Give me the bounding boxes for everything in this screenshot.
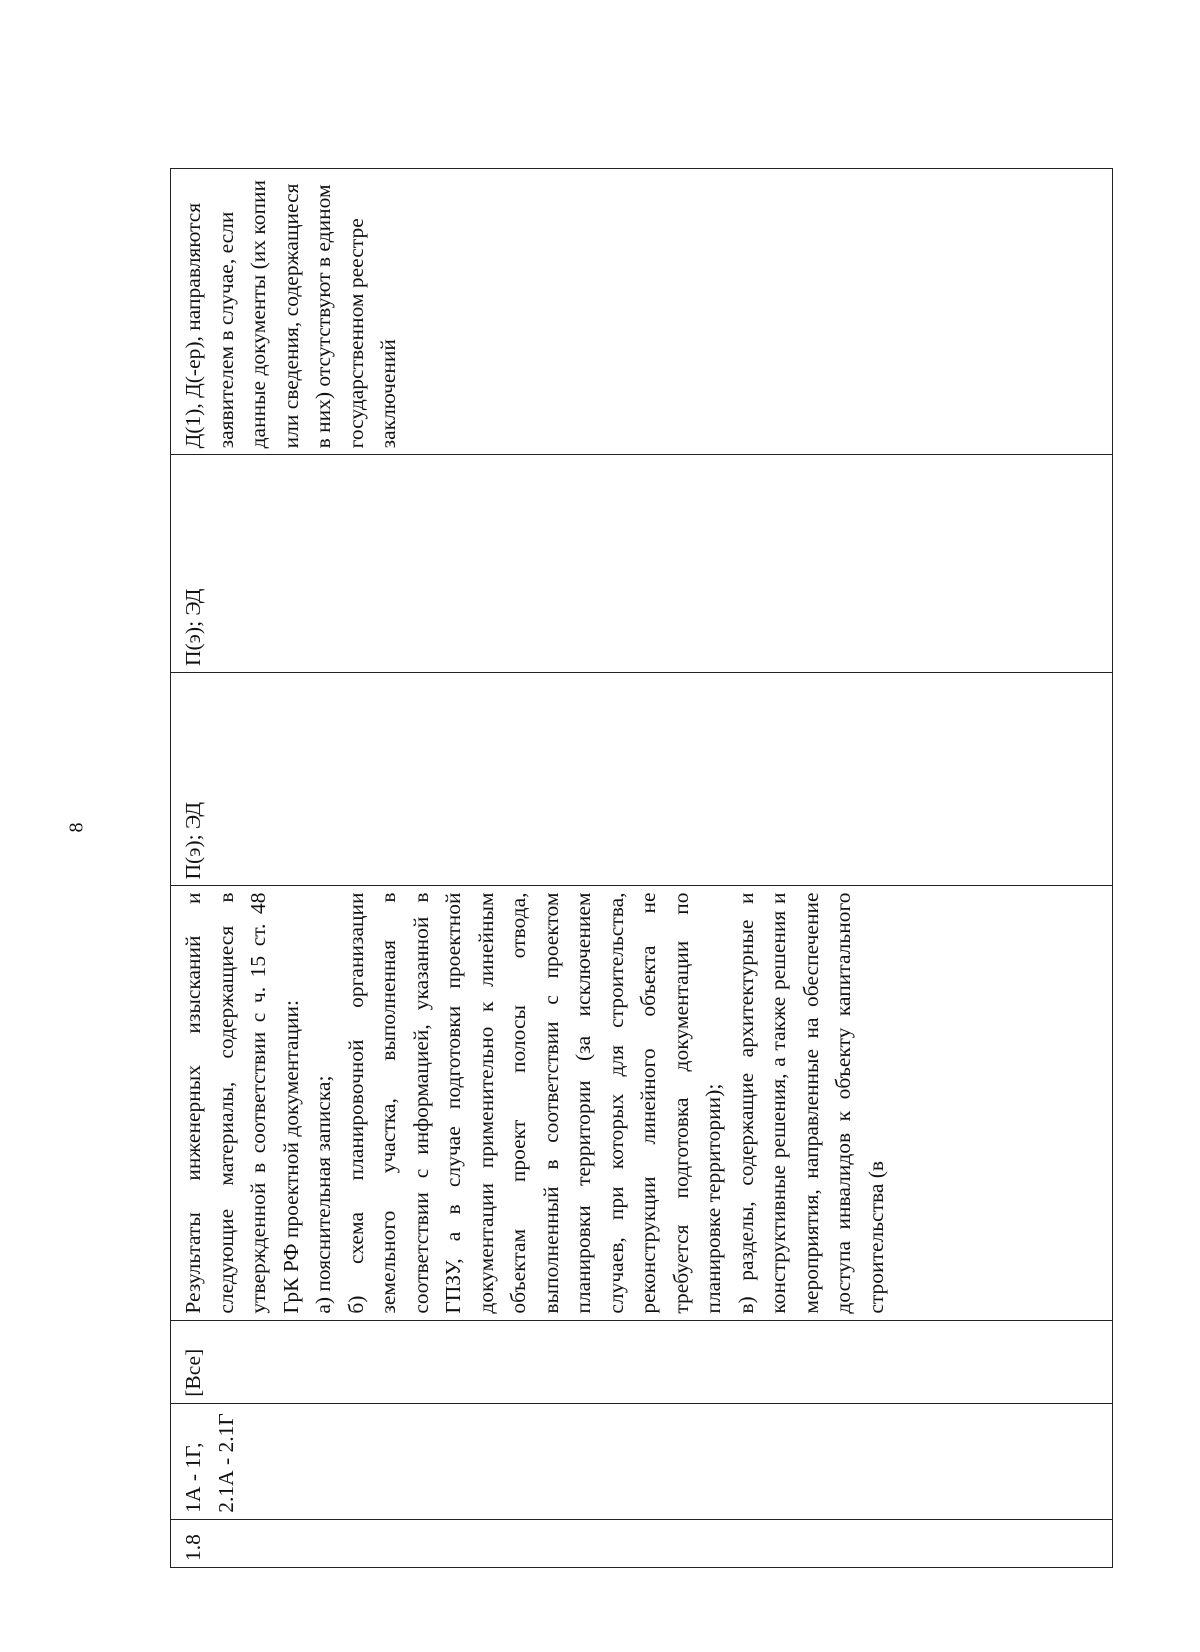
description-item-a: а) пояснительная записка;	[311, 1075, 335, 1314]
description-paragraph: Результаты инженерных изысканий и следующие материалы, содержащиеся в утвержденной в соответствии с ч. 15 ст. 48 ГрК РФ проектной документации:	[181, 892, 303, 1314]
row-number-cell: 1.8	[171, 1519, 1113, 1567]
description-item-c: в) разделы, содержащие архитектурные и конструктивные решения, а также решения и мероприятия, направленные на обеспечение доступа инвалидов к объекту капитального строительства (в	[733, 892, 888, 1314]
objects-cell: [Все]	[171, 1320, 1113, 1403]
description-cell	[171, 886, 1113, 1320]
object-classes-cell: 1А - 1Г, 2.1А - 2.1Г	[171, 1403, 1113, 1519]
note-cell: Д(1), Д(-ер), направляются заявителем в случае, если данные документы (их копии или сведения, содержащиеся в них) отсутствуют в едином государственном реестре заключений	[171, 169, 1113, 455]
table-row	[171, 169, 1113, 1568]
description-item-b: б) схема планировочной организации земельного участка, выполненная в соответствии с информацией, указанной в ГПЗУ, а в случае подготовки проектной документации применительно к линейным объектам проект полосы отвода, выполненный в соответствии с проектом планировки территории (за исключением случаев, при которых для строительства, реконструкции линейного объекта не требуется подготовка документации по планировке территории);	[343, 892, 725, 1314]
requirements-table-rotated	[170, 168, 1113, 1568]
form-cell-1: П(э); ЭД	[171, 673, 1113, 886]
page-number: 8	[65, 822, 88, 833]
requirements-table	[170, 168, 1113, 1568]
form-cell-2: П(э); ЭД	[171, 455, 1113, 673]
